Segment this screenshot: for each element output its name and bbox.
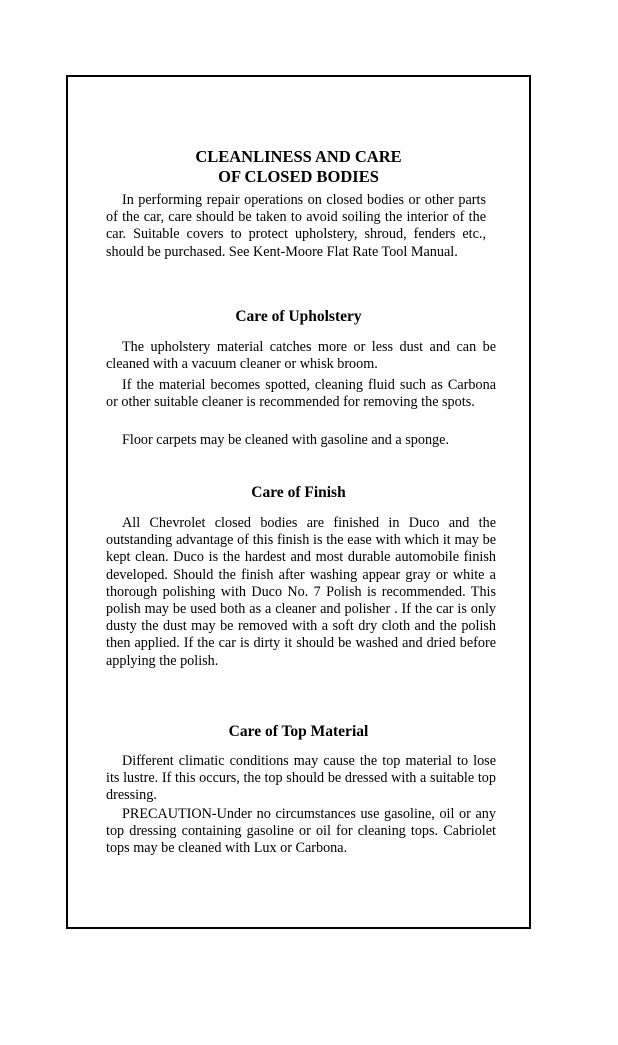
upholstery-paragraph-1: The upholstery material catches more or less dust and can be cleaned with a vacuum cleaner or whisk broom. bbox=[106, 339, 496, 373]
document-title-line-2: OF CLOSED BODIES bbox=[218, 167, 379, 186]
section-heading-top-material: Care of Top Material bbox=[228, 723, 369, 740]
intro-paragraph: In performing repair operations on closed bodies or other parts of the car, care should be taken to avoid soiling the interior of the car. Suitable covers to protect upholstery, shroud, fenders etc., should be purchased. See Kent-Moore Flat Rate Tool Manual. bbox=[106, 192, 486, 260]
top-material-paragraph-2: PRECAUTION-Under no circumstances use gasoline, oil or any top dressing containing gasoline or oil for cleaning tops. Cabriolet tops may be cleaned with Lux or Carbona. bbox=[106, 806, 496, 857]
upholstery-paragraph-2: If the material becomes spotted, cleaning fluid such as Carbona or other suitable cleaner is recommended for removing the spots. bbox=[106, 377, 496, 411]
section-heading-upholstery: Care of Upholstery bbox=[235, 308, 362, 325]
document-title-line-1: CLEANLINESS AND CARE bbox=[195, 147, 402, 166]
page-frame bbox=[66, 75, 531, 929]
top-material-paragraph-1: Different climatic conditions may cause the top material to lose its lustre. If this occurs, the top should be dressed with a suitable top dressing. bbox=[106, 753, 496, 804]
finish-paragraph: All Chevrolet closed bodies are finished in Duco and the outstanding advantage of this finish is the ease with which it may be kept clean. Duco is the hardest and most durable automobile finish developed. Should the finish after washing appear gray or white a thorough polishing with Duco No. 7 Polish is recommended. This polish may be used both as a cleaner and polisher . If the car is only dusty the dust may be removed with a soft dry cloth and the polish then applied. If the car is dirty it should be washed and dried before applying the polish. bbox=[106, 515, 496, 669]
section-heading-finish: Care of Finish bbox=[251, 484, 346, 501]
upholstery-paragraph-3: Floor carpets may be cleaned with gasoline and a sponge. bbox=[122, 432, 449, 448]
